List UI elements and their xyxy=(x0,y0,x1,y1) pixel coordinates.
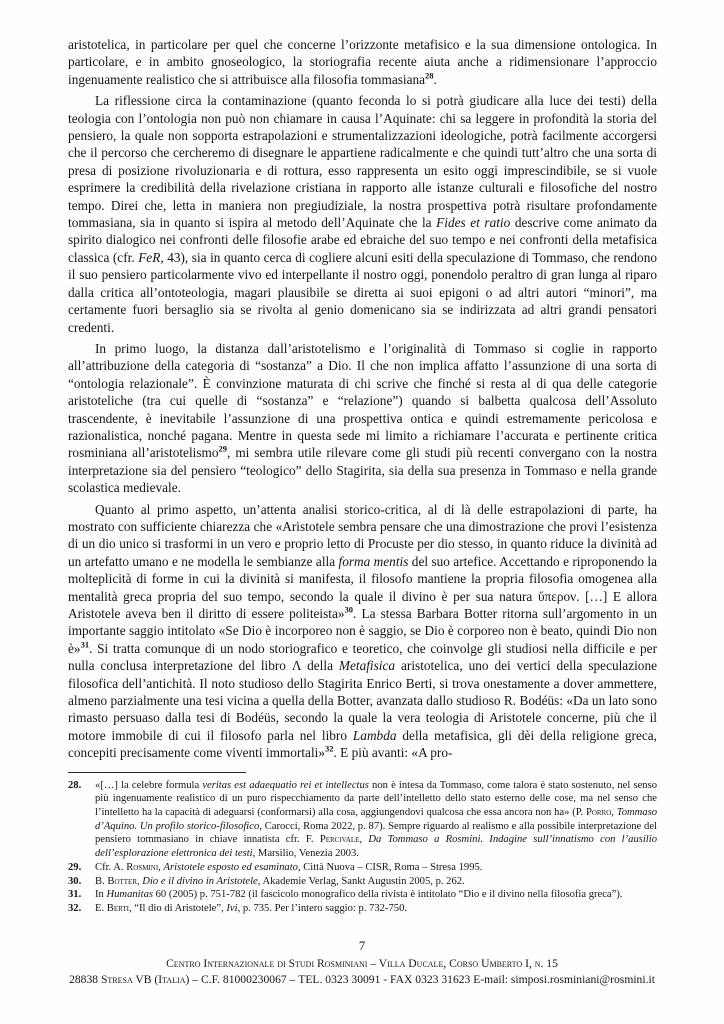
footnote-ref: 31 xyxy=(80,639,90,650)
footnote-ref: 30 xyxy=(344,604,354,615)
text-run: 60 (2005) p. 751-782 (il fascicolo monografico della rivista è intitolato “Dio e il divino nella filosofia greca”). xyxy=(152,889,623,901)
footnote-text xyxy=(95,779,657,861)
text-run: , xyxy=(611,807,617,819)
text-run: aristotelica, uno dei vertici della speculazione filosofica dell’antichità. Il noto studioso dello Stagirita Enrico Berti, si trova onestamente a dover ammettere, almeno parzialmente una tesi vicina a quella della Botter, avanzata dallo studioso R. Bodéüs: «Da un lato sono rimasto persuaso dalla tesi di Bodéüs, secondo la quale la vera teologia di Aristotele concerne, più che il motore immobile di cui il filosofo parla nel libro xyxy=(68,658,658,743)
text-run: non è intesa da Tommaso, come talora è stato sostenuto, nel senso più ingenuamente realistico di un puro rispecchiamento da parte dell’intelletto dello stato esterno delle cose, ma nel senso che l’intelletto ha la capacità di adeguarsi (conformarsi) alla cosa, aggiungendovi qualcosa che essa ancora non ha» (P. xyxy=(95,779,657,819)
text-run: . Si tratta comunque di un nodo storiografico e teoretico, che coinvolge gli studiosi nella difficile e per nulla conclusa interpretazione del libro Λ della xyxy=(68,640,657,674)
page-footer xyxy=(0,956,724,987)
text-run: Fides et ratio xyxy=(436,215,511,231)
page-content xyxy=(68,36,657,916)
body-text xyxy=(68,36,657,762)
footnote xyxy=(68,861,657,875)
text-run: , xyxy=(359,834,369,846)
page-number: 7 xyxy=(358,939,366,953)
text-run: «[…] la celebre formula xyxy=(95,779,203,791)
text-run: . E più avanti: «A pro- xyxy=(333,745,453,761)
text-run: La riflessione circa la contaminazione (quanto feconda lo si potrà giudicare alla luce dei testi) della teologia con l’ontologia non può non chiamare in causa l’Aquinate: chi sa leggere in profondità la storia del pensiero, la quale non sopporta estrapolazioni e strumentalizzazioni ideologiche, potrà facilmente accorgersi che il percorso che cercheremo di disegnare le appartiene radicalmente e che quindi tutt’altro che una sorta di presa di posizione rivoluzionaria e di rottura, esso rappresenta un esito oggi imprescindibile, se si vuole esprimere la credibilità della rivelazione cristiana in rapporto alle istanze culturali e filosofiche del nostro tempo. Direi che, letta in maniera non pregiudiziale, la nostra prospettiva potrà risultare profondamente tommasiana, sia in quanto si ispira al metodo dell’Aquinate che la xyxy=(68,93,657,231)
text-run: E. xyxy=(95,902,107,914)
footnote xyxy=(68,902,657,916)
footnote xyxy=(68,888,657,902)
text-run: Da Tommaso a Rosmini. Indagine sull’innatismo con l’ausilio dell’esplorazione elettronica dei testi xyxy=(95,834,657,860)
footnote-number: 29. xyxy=(68,861,82,873)
text-run: veritas est adaequatio rei et intellectus xyxy=(202,779,369,791)
text-run: . xyxy=(433,71,437,87)
text-run: Botter xyxy=(107,875,137,887)
text-run: del suo artefice. Accettando e riproponendo la molteplicità di forme in cui la divinità si manifesta, il filosofo mantiene la propria filosofia omogenea alla mentalità greca propria del suo tempo, secondo la quale il divino è per sua natura ὕπερον. […] E allora Aristotele aveva ben il diritto di essere politeista» xyxy=(68,553,658,621)
text-run: , Marsilio, Venezia 2003. xyxy=(252,848,359,860)
text-run: , xyxy=(137,875,143,887)
text-run: aristotelica, in particolare per quel che concerne l’orizzonte metafisico e la sua dimensione ontologica. In particolare, e in ambito gnoseologico, la storiografia recente aiuta anche a ridimensionare l’approccio ingenuamente realistico che si attribuisce alla filosofia tommasiana xyxy=(68,37,657,87)
footnote-number: 32. xyxy=(68,902,82,914)
text-run: Ivi xyxy=(226,902,238,914)
footnote-ref: 29 xyxy=(218,443,227,454)
footnotes xyxy=(68,779,657,916)
footnote-number: 28. xyxy=(68,779,82,791)
footnote-ref: 28 xyxy=(425,70,434,81)
text-run: , “Il dio di Aristotele”, xyxy=(128,902,227,914)
text-run: In primo luogo, la distanza dall’aristotelismo e l’originalità di Tommaso si coglie in rapporto all’attribuzione della categoria di “sostanza” a Dio. Il che non implica affatto l’assunzione di una sorta di “ontologia relazionale”. È convinzione maturata di chi scrive che finché si resta al di qua delle categorie aristoteliche (tra cui quelle di “sostanza” e “relazione”) quando si balbetta qualcosa dell’Assoluto trascendente, è inevitabile l’assunzione di una prospettiva ontica e quindi estremamente pericolosa e razionalistica, nonché pagana. Mentre in questa sede mi limito a richiamare l’accurata e pertinente critica rosminiana all’aristotelismo xyxy=(68,340,657,461)
footer-address: 28838 Stresa VB (Italia) – C.F. 81000230067 – xyxy=(69,972,299,986)
text-run: , Città Nuova – CISR, Roma – Stresa 1995. xyxy=(297,861,483,873)
text-run: Rosmini xyxy=(126,861,159,873)
text-run: Tommaso d’Aquino. Un profilo storico-filosofico xyxy=(95,807,658,832)
text-run: , Akademie Verlag, Sankt Augustin 2005, p. 262. xyxy=(257,875,465,887)
text-run: Percivale xyxy=(319,834,360,846)
text-run: Lambda xyxy=(352,727,397,743)
text-run: In xyxy=(95,889,107,901)
paragraph xyxy=(68,340,657,497)
text-run: , p. 735. Per l’intero saggio: p. 732-750. xyxy=(237,902,408,914)
text-run: FeR xyxy=(138,249,161,265)
footer-line-1: Centro Internazionale di Studi Rosminiani – Villa Ducale, Corso Umberto I, n. 15 xyxy=(166,957,558,970)
footnote-number: 31. xyxy=(68,889,82,901)
paragraph xyxy=(68,36,657,88)
footnote-text xyxy=(95,902,657,916)
footnote-number: 30. xyxy=(68,875,82,887)
footnote xyxy=(68,875,657,889)
footnote-text xyxy=(95,888,657,902)
text-run: Aristotele esposto ed esaminato xyxy=(163,861,298,873)
text-run: Quanto al primo aspetto, un’attenta analisi storico-critica, al di là delle estrapolazioni di parte, ha mostrato con sufficiente chiarezza che «Aristotele sembra pensare che una dimostrazione che provi l’esistenza di un dio unico si trasformi in un vero e proprio letto di Procuste per dio stesso, in quanto riduce la divinità ad un artefatto umano e ne modella le sembianze alla xyxy=(68,501,657,569)
footnote xyxy=(68,779,657,861)
text-run: Berti xyxy=(106,902,129,914)
footer-contacts: TEL. 0323 30091 - FAX 0323 31623 E-mail: simposi.rosminiani@rosmini.it xyxy=(298,972,655,986)
text-run: , xyxy=(158,861,164,873)
text-run: della metafisica, gli dèi della religione greca, concepiti precisamente come viventi immortali» xyxy=(68,727,658,761)
paragraph xyxy=(68,501,657,762)
text-run: , mi sembra utile rilevare come gli studi più recenti convergano con la nostra interpretazione sia del pensiero “teologico” dello Stagirita, sia della sua presenza in Tommaso e nella grande scolastica medievale. xyxy=(68,445,657,496)
paragraph xyxy=(68,92,657,336)
text-run: , Carocci, Roma 2022, p. 87). Sempre riguardo al realismo e alla possibile interpretazione del pensiero tommasiano in chiave innatista cfr. F. xyxy=(95,820,657,846)
text-run: Porro xyxy=(585,807,612,819)
footnote-text xyxy=(95,861,657,875)
footnote-ref: 32 xyxy=(325,743,334,754)
text-run: Dio e il divino in Aristotele xyxy=(142,875,258,887)
text-run: descrive come animato da spirito dialogico nei confronti delle filosofie arabe ed ebraiche del suo tempo e nei confronti della metafisica classica (cfr. xyxy=(68,215,657,265)
footnote-text xyxy=(95,875,657,889)
footer-line-2 xyxy=(0,972,724,988)
text-run: B. xyxy=(95,875,108,887)
text-run: Humanitas xyxy=(106,889,153,901)
text-run: . La stessa Barbara Botter ritorna sull’argomento in un importante saggio intitolato «Se Dio è incorporeo non è saggio, se Dio è corporeo non è beato, quindi Dio non è» xyxy=(68,606,657,656)
text-run: Cfr. A. xyxy=(95,861,127,873)
footnote-separator xyxy=(68,772,246,773)
text-run: Metafisica xyxy=(338,658,396,674)
text-run: forma mentis xyxy=(338,553,409,569)
text-run: , 43), sia in quanto cerca di cogliere alcuni esiti della speculazione di Tommaso, che rendono il suo pensiero particolarmente vivo ed interpellante il nostro oggi, ponendolo peraltro di gran lunga al riparo dalla critica all’ontoteologia, magari plausibile se diretta ai suoi epigoni o ad altri autori “minori”, ma certamente fuori bersaglio sia se rivolta al genio domenicano sia se indirizzata ad altri grandi pensatori credenti. xyxy=(68,249,657,335)
